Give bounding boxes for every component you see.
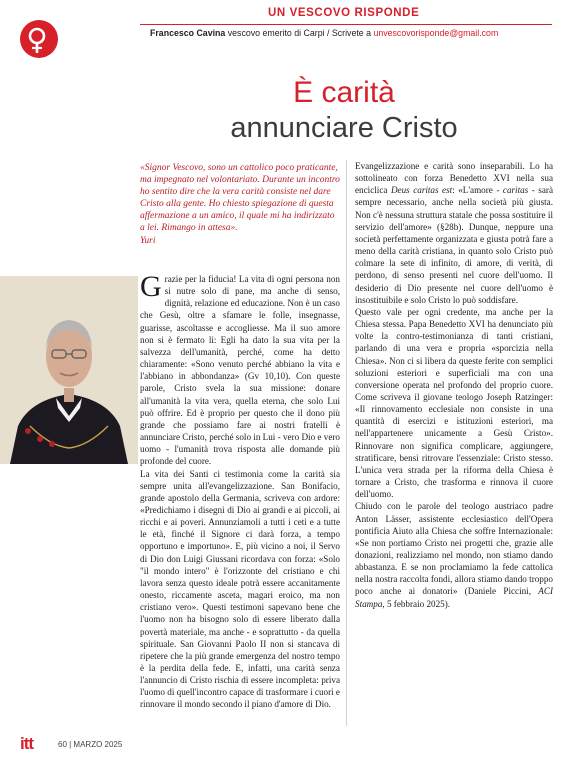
article-paragraph: La vita dei Santi ci testimonia come la carità sia sempre unita all'evangelizzazione. San Bonifacio, grande apostolo della Germania, scriveva con ardore: «Predichiamo i disegni di Dio ai grandi e ai piccoli, ai ricchi e ai poveri. Annunziamoli a tutti i ceti e a tutte le età, finché il Signore ci darà forza, a tempo opportuno e importuno». E, più vicino a noi, il Servo di Dio don Luigi Giussani ricordava con forza: «Solo "il mondo intero" è l'orizzonte del cristiano e chi lavora senza questo ideale potrà essere accanitamente onesto, riccamente asceta, magari eroico, ma non cristiano vero». Questi testimoni sapevano bene che l'uomo non ha bisogno solo di essere liberato dalla povertà materiale, ma anche - e soprattutto - da quella spirituale. San Giovanni Paolo II non si stancava di ripetere che la più grande emergenza del nostro tempo è la perdita della fede. E, infatti, una carità senza l'annuncio di Cristo rischia di essere incompleta: priva l'uomo di quell'incontro capace di trasformare i cuori e rinnovare il mondo secondo il piano d'amore di Dio. [140, 468, 340, 710]
magazine-logo: itt [20, 734, 34, 753]
page-number-date: 60 | MARZO 2025 [58, 740, 123, 749]
article-paragraph: Evangelizzazione e carità sono inseparabili. Lo ha sottolineato con forza Benedetto XVI nella sua enciclica Deus caritas est: «L'amore - caritas - sarà sempre necessario, anche nella società più giusta. Non c'è nessuna struttura statale che possa sostituire il servizio dell'amore» (§28b). Dunque, neppure una società perfettamente organizzata e giusta potrà fare a meno della carità cristiana, in quanto solo Cristo può colmare la sete di infinito, di amore, di verità, di perdono, di senso presenti nel cuore dell'uomo. Il desiderio di Dio presente nel cuore dell'uomo è insostituibile e solo Cristo lo può soddisfare. [355, 161, 553, 305]
reader-letter-text: «Signor Vescovo, sono un cattolico poco praticante, ma impegnato nel volontariato. Durante un incontro ho sentito dire che la vera carità consiste nel dare Cristo alla gente. Ho chiesto spiegazione di questa affermazione a un amico, il quale mi ha indirizzato a lei. Rimango in attesa». [140, 163, 340, 234]
article-paragraph: Questo vale per ogni credente, ma anche per la Chiesa stessa. Papa Benedetto XVI ha denunciato più volte la contro-testimonianza di tanti cristiani, parlando di una vera e propria «sporcizia nella Chiesa». Non ci si libera da queste ferite con semplici soluzioni esteriori e superficiali ma con una conversione operata nel profondo del proprio cuore. Come scriveva il giovane teologo Joseph Ratzinger: «Il rinnovamento ecclesiale non consiste in una quantità di esercizi e istituzioni esteriori, ma nell'appartenere unicamente a Gesù Cristo». Rinnovare non significa complicare, aggiungere, stratificare, bensì ritrovare l'essenziale: Cristo stesso. L'unica vera strada per la riforma della Chiesa è tornare a Cristo, che trasforma e rinnova il cuore dell'uomo. [355, 306, 553, 500]
article-column-2 [355, 160, 553, 610]
reader-letter [140, 162, 340, 247]
column-divider [346, 160, 347, 726]
headline-line-2: annunciare Cristo [230, 112, 458, 144]
author-name: Francesco Cavina [150, 28, 226, 38]
author-role: vescovo emerito di Carpi / Scrivete a [225, 28, 374, 38]
section-title: UN VESCOVO RISPONDE [268, 7, 420, 19]
section-logo-icon [20, 20, 58, 58]
source-publication: ACI Stampa [355, 586, 553, 609]
bishop-portrait-image [0, 276, 138, 464]
contact-email-link[interactable]: unvescovorisponde@gmail.com [373, 28, 499, 38]
headline-line-1: È carità [293, 76, 395, 109]
article-paragraph: Chiudo con le parole del teologo austriaco padre Anton Lässer, assistente ecclesiastico dell'Opera pontificia Aiuto alla Chiesa che soffre Internazionale: «Se non portiamo Cristo nei progetti che, grazie alle donazioni, realizziamo nel mondo, non stiamo dando abbastanza. E se non proclamiamo la fede cattolica nella nostra raccolta fondi, allora stiamo dando troppo poco anche ai donatori» (Daniele Piccini, ACI Stampa, 5 febbraio 2025). [355, 501, 553, 609]
article-column-1 [140, 270, 340, 711]
author-line [150, 28, 498, 38]
reader-signature: Yuri [140, 235, 156, 246]
drop-cap: G [140, 270, 162, 303]
encyclical-title: Deus caritas est [390, 185, 453, 196]
article-paragraph: Grazie per la fiducia! La vita di ogni persona non si nutre solo di pane, ma anche di senso, dignità, relazione ed educazione. Non è un caso che Gesù, oltre a sfamare le folle, insegnasse, guarisse, ascoltasse e accogliesse. Ma il suo amore non si è fermato lì: Egli ha dato la sua vita per la salvezza dell'umanità, perché, come ha detto chiaramente: «Sono venuto perché abbiano la vita e l'abbiano in abbondanza» (Gv 10,10). Con queste parole, Cristo svela la sua missione: donare all'umanità la vita vera, quella eterna, che solo Lui può offrire. Ed è proprio per questo che il dono più grande che possiamo fare ai nostri fratelli è annunciare Cristo, perché solo in Lui - vero Dio e vero uomo - l'umanità trova risposta alle domande più profonde del cuore. [140, 270, 340, 467]
header-divider [140, 24, 552, 25]
